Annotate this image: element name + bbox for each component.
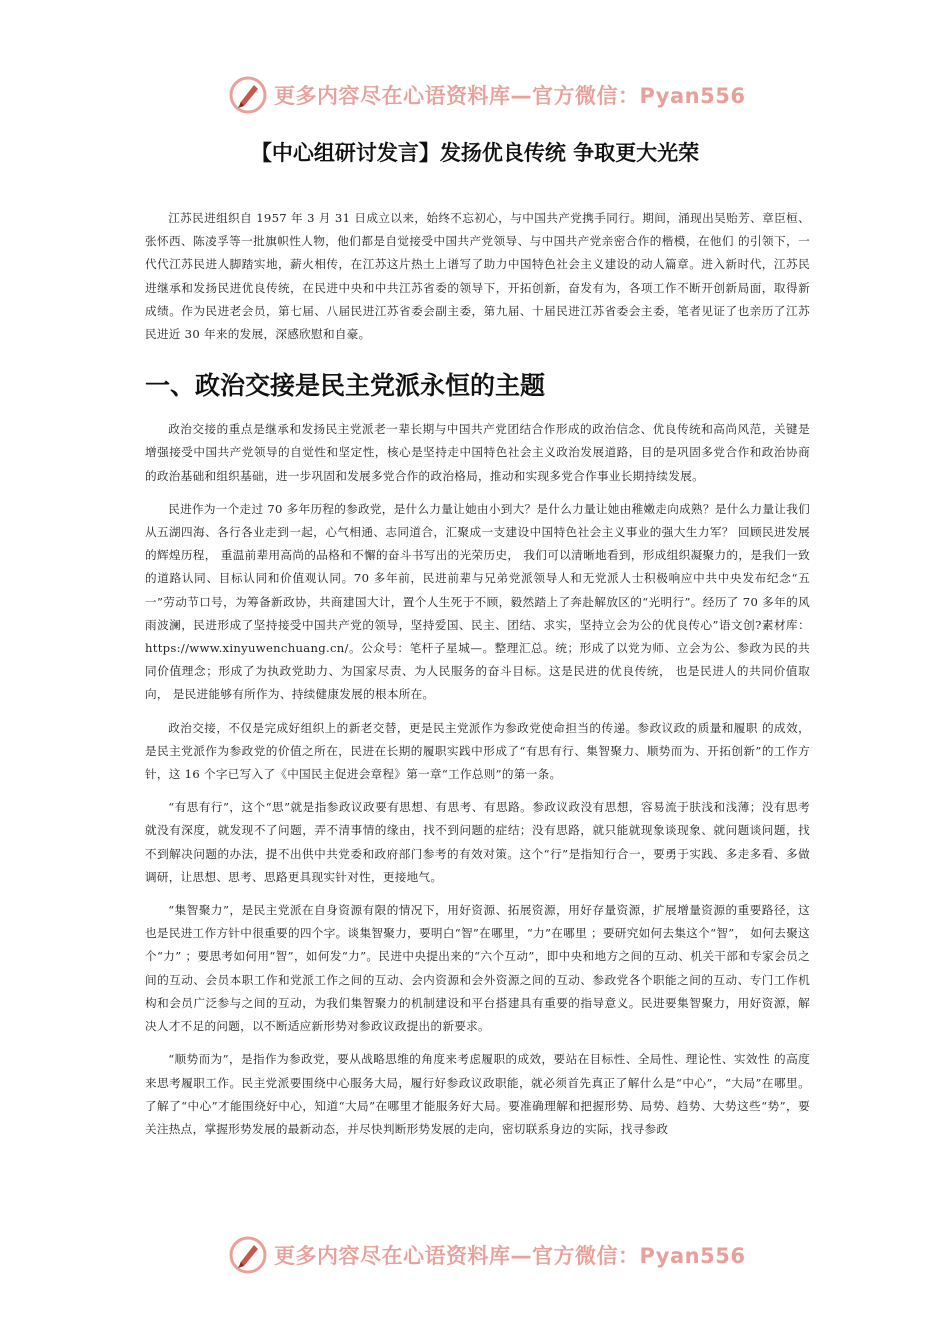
body-paragraph: 民进作为一个走过 70 多年历程的参政党，是什么力量让她由小到大？是什么力量让她由稚嫩走向成熟？是什么力量让我们从五湖四海、各行各业走到一起，心气相通、志同道合，汇聚成一支建设中国特色社会主义事业的强大生力军？ 回顾民进发展的辉煌历程， 重温前辈用高尚的品格和不懈的奋斗书写出的光荣历史， 我们可以清晰地看到，形成组织凝聚力的，是我们一致的道路认同、目标认同和价值观认同。70 多年前，民进前辈与兄弟党派领导人和无党派人士积极响应中共中央发布纪念“五一”劳动节口号，为筹备新政协，共商建国大计，置个人生死于不顾，毅然踏上了奔赴解放区的“光明行”。经历了 70 多年的风雨波澜，民进形成了坚持接受中国共产党的领导，坚持爱国、民主、团结、求实，坚持立会为公的优良传心”语文创?素材库：https://www.xinyuwenchuang.cn/。公众号：笔杆子星城—。整理汇总。统；形成了以党为师、立会为公、参政为民的共同价值理念；形成了为执政党助力、为国家尽责、为人民服务的奋斗目标。这是民进的优良传统， 也是民进人的共同价值取向， 是民进能够有所作为、持续健康发展的根本所在。 — [145, 501, 810, 702]
document-title: 【中心组研讨发言】发扬优良传统 争取更大光荣 — [250, 141, 700, 165]
banner-text: 更多内容尽在心语资料库—官方微信：Pyan556 — [274, 1244, 746, 1268]
body-paragraph: “有思有行”，这个“思”就是指参政议政要有思想、有思考、有思路。参政议政没有思想，容易流于肤浅和浅薄；没有思考就没有深度，就发现不了问题，弄不清事情的缘由，找不到问题的症结；没有思路，就只能就现象谈现象、就问题谈问题，找不到解决问题的办法，提不出供中共党委和政府部门参考的有效对策。这个“行”是指知行合一，要勇于实践、多走多看、多做调研，让思想、思考、思路更具现实针对性，更接地气。 — [145, 800, 810, 884]
document-body — [145, 207, 810, 1151]
body-paragraph: 政治交接的重点是继承和发扬民主党派老一辈长期与中国共产党团结合作形成的政治信念、优良传统和高尚风范，关键是增强接受中国共产党领导的自觉性和坚定性，核心是坚持走中国特色社会主义政治发展道路，目的是巩固多党合作和政治协商的政治基础和组织基础，进一步巩固和发展多党合作的政治格局，推动和实现多党合作事业长期持续发展。 — [145, 422, 810, 483]
banner-text: 更多内容尽在心语资料库—官方微信：Pyan556 — [274, 84, 746, 108]
intro-paragraph: 江苏民进组织自 1957 年 3 月 31 日成立以来，始终不忘初心，与中国共产党携手同行。期间，涌现出吴贻芳、章臣桓、张怀西、陈凌孚等一批旗帜性人物，他们都是自觉接受中国共产党领导、与中国共产党亲密合作的楷模，在他们 的引领下，一代代江苏民进人脚踏实地，薪火相传，在江苏这片热土上谱写了助力中国特色社会主义建设的动人篇章。进入新时代，江苏民进继承和发扬民进优良传统，在民进中央和中共江苏省委的领导下，开拓创新，奋发有为，各项工作不断开创新局面，取得新成绩。作为民进老会员，第七届、八届民进江苏省委会副主委，第九届、十届民进江苏省委会主委，笔者见证了也亲历了江苏民进近 30 年来的发展，深感欣慰和自豪。 — [145, 211, 810, 342]
pen-logo-icon — [228, 1235, 268, 1275]
section-heading: 一、政治交接是民主党派永恒的主题 — [145, 371, 546, 401]
body-paragraph: “集智聚力”，是民主党派在自身资源有限的情况下，用好资源、拓展资源，用好存量资源，扩展增量资源的重要路径，这也是民进工作方针中很重要的四个字。谈集智聚力，要明白“智”在哪里，“力”在哪里 ；要研究如何去集这个“智”， 如何去聚这个“力” ；要思考如何用“智”，如何发“力”。民进中央提出来的“六个互动”，即中央和地方之间的互动、机关干部和专家会员之间的互动、会员本职工作和党派工作之间的互动、会内资源和会外资源之间的互动、参政党各个职能之间的互动、专门工作机构和会员广泛参与之间的互动，为我们集智聚力的机制建设和平台搭建具有重要的指导意义。民进要集智聚力，用好资源，解决人才不足的问题，以不断适应新形势对参政议政提出的新要求。 — [145, 903, 810, 1034]
header-banner — [0, 70, 950, 120]
body-paragraph: 政治交接，不仅是完成好组织上的新老交替，更是民主党派作为参政党使命担当的传递。参政议政的质量和履职 的成效，是民主党派作为参政党的价值之所在，民进在长期的履职实践中形成了“有思有行、集智聚力、顺势而为、开拓创新”的工作方针，这 16 个字已写入了《中国民主促进会章程》第一章“工作总则”的第一条。 — [145, 720, 810, 782]
footer-banner — [0, 1230, 950, 1280]
body-paragraph: “顺势而为”，是指作为参政党，要从战略思维的角度来考虑履职的成效，要站在目标性、全局性、理论性、实效性 的高度来思考履职工作。民主党派要围绕中心服务大局，履行好参政议政职能，就必须首先真正了解什么是“中心”，“大局”在哪里。了解了“中心”才能围绕好中心，知道“大局”在哪里才能服务好大局。要准确理解和把握形势、局势、趋势、大势这些“势”，要关注热点，掌握形势发展的最新动态，并尽快判断形势发展的走向，密切联系身边的实际，找寻参政 — [145, 1052, 810, 1136]
pen-logo-icon — [228, 75, 268, 115]
